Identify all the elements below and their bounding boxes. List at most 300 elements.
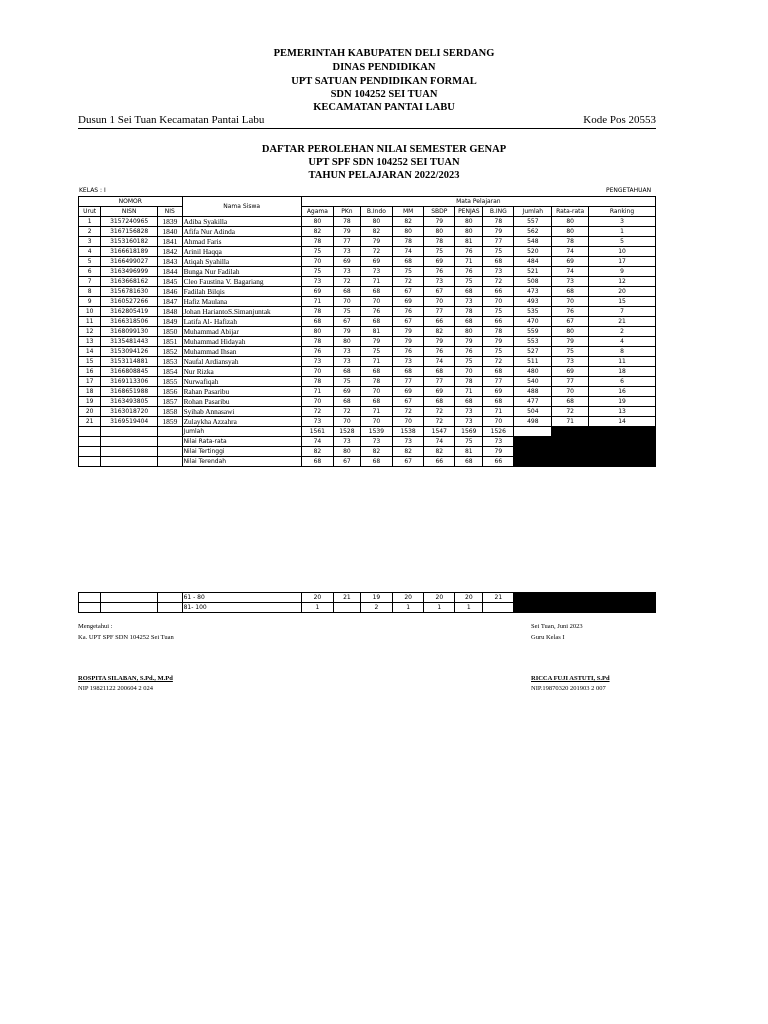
range-count: 20 bbox=[424, 593, 455, 603]
cell-score: 69 bbox=[393, 297, 424, 307]
cell-nis: 1839 bbox=[158, 217, 183, 227]
cell-empty bbox=[158, 603, 183, 613]
cell-score: 4 bbox=[589, 337, 656, 347]
cell-urut: 17 bbox=[79, 377, 101, 387]
cell-score: 68 bbox=[455, 397, 483, 407]
summary-value: 82 bbox=[301, 447, 333, 457]
cell-score: 68 bbox=[334, 397, 361, 407]
cell-score: 76 bbox=[424, 267, 455, 277]
cell-score: 68 bbox=[455, 287, 483, 297]
summary-value: 73 bbox=[483, 437, 514, 447]
cell-score: 74 bbox=[424, 357, 455, 367]
cell-urut: 9 bbox=[79, 297, 101, 307]
cell-score: 82 bbox=[301, 227, 333, 237]
cell-score: 71 bbox=[360, 277, 392, 287]
summary-row bbox=[79, 447, 656, 457]
cell-score: 76 bbox=[424, 347, 455, 357]
cell-urut: 13 bbox=[79, 337, 101, 347]
cell-nis: 1857 bbox=[158, 397, 183, 407]
table-row bbox=[79, 277, 656, 287]
cell-score: 20 bbox=[589, 287, 656, 297]
cell-empty bbox=[101, 447, 158, 457]
principal-name: ROSPITA SILABAN, S.Pd., M.Pd bbox=[78, 675, 173, 682]
cell-score: 72 bbox=[360, 247, 392, 257]
cell-score: 488 bbox=[514, 387, 552, 397]
cell-score: 70 bbox=[301, 257, 333, 267]
cell-score: 72 bbox=[424, 417, 455, 427]
cell-score: 78 bbox=[360, 377, 392, 387]
range-count: 1 bbox=[301, 603, 333, 613]
col-nama: Nama Siswa bbox=[182, 197, 301, 217]
summary-value: 68 bbox=[301, 457, 333, 467]
cell-score: 70 bbox=[360, 387, 392, 397]
cell-score: 68 bbox=[301, 317, 333, 327]
cell-score: 78 bbox=[301, 307, 333, 317]
summary-value: 73 bbox=[334, 437, 361, 447]
cell-urut: 19 bbox=[79, 397, 101, 407]
cell-score: 70 bbox=[360, 417, 392, 427]
cell-score: 508 bbox=[514, 277, 552, 287]
cell-empty bbox=[79, 593, 101, 603]
cell-score: 72 bbox=[393, 407, 424, 417]
cell-score: 80 bbox=[455, 327, 483, 337]
cell-score: 78 bbox=[483, 327, 514, 337]
cell-score: 80 bbox=[334, 337, 361, 347]
cell-score: 9 bbox=[589, 267, 656, 277]
cell-score: 562 bbox=[514, 227, 552, 237]
cell-urut: 1 bbox=[79, 217, 101, 227]
cell-score: 73 bbox=[483, 267, 514, 277]
cell-score: 75 bbox=[301, 247, 333, 257]
cell-nis: 1842 bbox=[158, 247, 183, 257]
cell-nama: Zulaykha Azzahra bbox=[182, 417, 301, 427]
cell-score: 79 bbox=[483, 227, 514, 237]
cell-empty bbox=[79, 437, 101, 447]
cell-nama: Muhammad Hidayah bbox=[182, 337, 301, 347]
cell-nama: Rahan Pasaribu bbox=[182, 387, 301, 397]
cell-score: 80 bbox=[552, 227, 589, 237]
cell-score: 73 bbox=[360, 267, 392, 277]
cell-score: 80 bbox=[301, 327, 333, 337]
title-line-2: UPT SPF SDN 104252 SEI TUAN bbox=[308, 157, 460, 168]
cell-nama: Hafiz Maulana bbox=[182, 297, 301, 307]
cell-score: 78 bbox=[424, 237, 455, 247]
cell-score: 75 bbox=[455, 357, 483, 367]
cell-score: 69 bbox=[483, 387, 514, 397]
cell-score: 79 bbox=[424, 217, 455, 227]
cell-score: 80 bbox=[360, 217, 392, 227]
cell-nisn: 3163668162 bbox=[101, 277, 158, 287]
header-line-4: SDN 104252 SEI TUAN bbox=[330, 89, 438, 100]
cell-score: 73 bbox=[301, 277, 333, 287]
cell-score: 68 bbox=[483, 397, 514, 407]
cell-nisn: 3163493805 bbox=[101, 397, 158, 407]
cell-nama: Rohan Pasaribu bbox=[182, 397, 301, 407]
cell-score: 511 bbox=[514, 357, 552, 367]
summary-value: 1528 bbox=[334, 427, 361, 437]
cell-nama: Muhammad Abijar bbox=[182, 327, 301, 337]
col-jumlah: Jumlah bbox=[514, 207, 552, 217]
cell-score: 11 bbox=[589, 357, 656, 367]
cell-empty bbox=[158, 427, 183, 437]
cell-score: 548 bbox=[514, 237, 552, 247]
range-count: 21 bbox=[334, 593, 361, 603]
cell-urut: 7 bbox=[79, 277, 101, 287]
cell-score: 72 bbox=[301, 407, 333, 417]
cell-score: 72 bbox=[483, 277, 514, 287]
summary-value: 1539 bbox=[360, 427, 392, 437]
cell-score: 71 bbox=[483, 407, 514, 417]
cell-score: 67 bbox=[552, 317, 589, 327]
cell-score: 70 bbox=[455, 367, 483, 377]
cell-nisn: 3168099130 bbox=[101, 327, 158, 337]
cell-urut: 16 bbox=[79, 367, 101, 377]
col-bing: B.ING bbox=[483, 207, 514, 217]
cell-score: 72 bbox=[424, 407, 455, 417]
cell-nisn: 3168651988 bbox=[101, 387, 158, 397]
teacher-role: Guru Kelas I bbox=[531, 634, 565, 641]
col-ranking: Ranking bbox=[589, 207, 656, 217]
cell-score: 68 bbox=[483, 367, 514, 377]
distribution-row bbox=[79, 593, 656, 603]
cell-score: 74 bbox=[552, 267, 589, 277]
cell-score: 82 bbox=[424, 327, 455, 337]
cell-empty bbox=[101, 603, 158, 613]
summary-row bbox=[79, 457, 656, 467]
cell-score: 75 bbox=[393, 267, 424, 277]
cell-score: 69 bbox=[552, 257, 589, 267]
col-penjas: PENJAS bbox=[455, 207, 483, 217]
cell-score: 78 bbox=[393, 237, 424, 247]
cell-urut: 20 bbox=[79, 407, 101, 417]
cell-nis: 1841 bbox=[158, 237, 183, 247]
table-row bbox=[79, 357, 656, 367]
cell-nama: Ahmad Faris bbox=[182, 237, 301, 247]
summary-value: 66 bbox=[483, 457, 514, 467]
cell-score: 74 bbox=[393, 247, 424, 257]
summary-label: Nilai Terendah bbox=[182, 457, 301, 467]
cell-score: 68 bbox=[393, 257, 424, 267]
cell-nisn: 3153160182 bbox=[101, 237, 158, 247]
cell-score: 79 bbox=[360, 237, 392, 247]
cell-score: 521 bbox=[514, 267, 552, 277]
cell-score: 527 bbox=[514, 347, 552, 357]
cell-urut: 8 bbox=[79, 287, 101, 297]
table-row bbox=[79, 407, 656, 417]
cell-score: 73 bbox=[301, 417, 333, 427]
cell-score: 6 bbox=[589, 377, 656, 387]
cell-score: 80 bbox=[424, 227, 455, 237]
cell-nis: 1843 bbox=[158, 257, 183, 267]
cell-urut: 4 bbox=[79, 247, 101, 257]
cell-score: 70 bbox=[424, 297, 455, 307]
cell-score: 79 bbox=[393, 337, 424, 347]
range-count: 1 bbox=[424, 603, 455, 613]
cell-urut: 12 bbox=[79, 327, 101, 337]
postcode: Kode Pos 20553 bbox=[583, 114, 656, 126]
cell-empty bbox=[158, 457, 183, 467]
cell-nis: 1840 bbox=[158, 227, 183, 237]
cell-score: 80 bbox=[393, 227, 424, 237]
cell-score: 76 bbox=[552, 307, 589, 317]
cell-score: 10 bbox=[589, 247, 656, 257]
cell-score: 77 bbox=[483, 237, 514, 247]
cell-nama: Adiba Syakilla bbox=[182, 217, 301, 227]
cell-score: 12 bbox=[589, 277, 656, 287]
cell-score: 76 bbox=[360, 307, 392, 317]
summary-label: Nilai Tertinggi bbox=[182, 447, 301, 457]
cell-score: 68 bbox=[360, 397, 392, 407]
cell-nisn: 3169519404 bbox=[101, 417, 158, 427]
cell-score: 75 bbox=[552, 347, 589, 357]
summary-value: 67 bbox=[393, 457, 424, 467]
cell-score: 79 bbox=[334, 327, 361, 337]
cell-score: 68 bbox=[455, 317, 483, 327]
cell-nama: Latifa Al- Hafizah bbox=[182, 317, 301, 327]
cell-nama: Naufal Ardiansyah bbox=[182, 357, 301, 367]
cell-score: 81 bbox=[360, 327, 392, 337]
cell-score: 73 bbox=[334, 357, 361, 367]
summary-value: 74 bbox=[424, 437, 455, 447]
range-count: 21 bbox=[483, 593, 514, 603]
col-nomor: NOMOR bbox=[79, 197, 183, 207]
cell-score: 13 bbox=[589, 407, 656, 417]
cell-nama: Muhammad Ihsan bbox=[182, 347, 301, 357]
cell-score: 75 bbox=[483, 307, 514, 317]
cell-score: 72 bbox=[552, 407, 589, 417]
table-row bbox=[79, 417, 656, 427]
summary-value: 73 bbox=[393, 437, 424, 447]
cell-nis: 1859 bbox=[158, 417, 183, 427]
cell-score: 557 bbox=[514, 217, 552, 227]
summary-row bbox=[79, 427, 656, 437]
cell-score: 75 bbox=[334, 377, 361, 387]
cell-score: 74 bbox=[552, 247, 589, 257]
cell-score: 75 bbox=[424, 247, 455, 257]
summary-value: 66 bbox=[424, 457, 455, 467]
cell-score: 14 bbox=[589, 417, 656, 427]
cell-score: 73 bbox=[552, 277, 589, 287]
cell-score: 80 bbox=[552, 217, 589, 227]
cell-score: 82 bbox=[360, 227, 392, 237]
blackout-cell bbox=[552, 427, 656, 437]
table-row bbox=[79, 337, 656, 347]
cell-score: 72 bbox=[334, 277, 361, 287]
cell-score: 77 bbox=[334, 237, 361, 247]
cell-score: 66 bbox=[483, 317, 514, 327]
cell-nama: Arinil Haqqa bbox=[182, 247, 301, 257]
cell-score: 72 bbox=[334, 407, 361, 417]
summary-label: Nilai Rata-rata bbox=[182, 437, 301, 447]
cell-score: 498 bbox=[514, 417, 552, 427]
cell-score: 72 bbox=[483, 357, 514, 367]
cell-score: 16 bbox=[589, 387, 656, 397]
school-address: Dusun 1 Sei Tuan Kecamatan Pantai Labu bbox=[78, 114, 265, 126]
cell-score: 79 bbox=[334, 227, 361, 237]
summary-value: 81 bbox=[455, 447, 483, 457]
cell-score: 76 bbox=[455, 247, 483, 257]
cell-score: 71 bbox=[552, 417, 589, 427]
cell-nis: 1844 bbox=[158, 267, 183, 277]
header-line-1: PEMERINTAH KABUPATEN DELI SERDANG bbox=[273, 48, 495, 59]
cell-score: 520 bbox=[514, 247, 552, 257]
cell-score: 75 bbox=[301, 267, 333, 277]
cell-score: 68 bbox=[424, 397, 455, 407]
cell-nama: Nur Rizka bbox=[182, 367, 301, 377]
cell-nama: Nurwafiqah bbox=[182, 377, 301, 387]
cell-nama: Cleo Faustina V. Bagariang bbox=[182, 277, 301, 287]
table-row bbox=[79, 217, 656, 227]
cell-score: 73 bbox=[301, 357, 333, 367]
cell-empty bbox=[79, 457, 101, 467]
summary-value: 1526 bbox=[483, 427, 514, 437]
cell-score: 79 bbox=[483, 337, 514, 347]
cell-score: 75 bbox=[334, 307, 361, 317]
cell-score: 553 bbox=[514, 337, 552, 347]
cell-score: 78 bbox=[301, 377, 333, 387]
known-by: Mengetahui : bbox=[78, 623, 113, 630]
cell-nisn: 3163496999 bbox=[101, 267, 158, 277]
principal-nip: NIP 19821122 200604 2 024 bbox=[78, 685, 153, 692]
range-count bbox=[483, 603, 514, 613]
cell-empty bbox=[158, 437, 183, 447]
cell-score: 77 bbox=[483, 377, 514, 387]
summary-value: 82 bbox=[424, 447, 455, 457]
table-row bbox=[79, 267, 656, 277]
cell-score: 71 bbox=[455, 387, 483, 397]
cell-score: 82 bbox=[393, 217, 424, 227]
header-divider bbox=[78, 128, 656, 129]
range-count: 1 bbox=[393, 603, 424, 613]
cell-score: 484 bbox=[514, 257, 552, 267]
table-row bbox=[79, 397, 656, 407]
cell-nisn: 3153094126 bbox=[101, 347, 158, 357]
distribution-table bbox=[78, 592, 656, 613]
col-nis: NIS bbox=[158, 207, 183, 217]
cell-score: 76 bbox=[393, 347, 424, 357]
blackout-cell bbox=[514, 447, 656, 457]
cell-score: 76 bbox=[301, 347, 333, 357]
cell-score: 69 bbox=[424, 387, 455, 397]
cell-score: 68 bbox=[552, 397, 589, 407]
cell-score: 3 bbox=[589, 217, 656, 227]
cell-nis: 1855 bbox=[158, 377, 183, 387]
cell-score: 80 bbox=[552, 327, 589, 337]
cell-score: 71 bbox=[360, 357, 392, 367]
range-count: 19 bbox=[360, 593, 392, 603]
cell-nama: Afifa Nur Adinda bbox=[182, 227, 301, 237]
header-line-3: UPT SATUAN PENDIDIKAN FORMAL bbox=[291, 76, 477, 87]
cell-score: 70 bbox=[334, 297, 361, 307]
table-row bbox=[79, 257, 656, 267]
col-bindo: B.Indo bbox=[360, 207, 392, 217]
cell-nisn: 3166618189 bbox=[101, 247, 158, 257]
cell-score: 67 bbox=[393, 287, 424, 297]
table-row bbox=[79, 347, 656, 357]
header-line-2: DINAS PENDIDIKAN bbox=[332, 62, 436, 73]
grades-table bbox=[78, 196, 656, 467]
blackout-cell bbox=[514, 593, 656, 603]
cell-urut: 6 bbox=[79, 267, 101, 277]
cell-score: 73 bbox=[334, 347, 361, 357]
table-row bbox=[79, 297, 656, 307]
cell-empty bbox=[101, 427, 158, 437]
cell-nis: 1853 bbox=[158, 357, 183, 367]
cell-score: 73 bbox=[455, 417, 483, 427]
cell-score: 70 bbox=[552, 387, 589, 397]
cell-score: 81 bbox=[455, 237, 483, 247]
summary-value: 82 bbox=[360, 447, 392, 457]
cell-score: 7 bbox=[589, 307, 656, 317]
summary-value: 1569 bbox=[455, 427, 483, 437]
cell-empty bbox=[101, 593, 158, 603]
blackout-cell bbox=[514, 437, 656, 447]
cell-empty bbox=[79, 603, 101, 613]
cell-score: 480 bbox=[514, 367, 552, 377]
cell-score: 504 bbox=[514, 407, 552, 417]
cell-score: 5 bbox=[589, 237, 656, 247]
distribution-row bbox=[79, 603, 656, 613]
cell-score: 73 bbox=[334, 247, 361, 257]
place-date: Sei Tuan, Juni 2023 bbox=[531, 623, 583, 630]
principal-role: Ka. UPT SPF SDN 104252 Sei Tuan bbox=[78, 634, 174, 641]
cell-score: 66 bbox=[483, 287, 514, 297]
col-nisn: NISN bbox=[101, 207, 158, 217]
cell-nis: 1858 bbox=[158, 407, 183, 417]
cell-urut: 11 bbox=[79, 317, 101, 327]
cell-score: 75 bbox=[360, 347, 392, 357]
cell-score: 68 bbox=[393, 367, 424, 377]
title-line-1: DAFTAR PEROLEHAN NILAI SEMESTER GENAP bbox=[261, 144, 507, 155]
cell-empty bbox=[79, 447, 101, 457]
blackout-cell bbox=[514, 603, 656, 613]
cell-empty bbox=[101, 457, 158, 467]
cell-nisn: 3162805419 bbox=[101, 307, 158, 317]
range-count: 20 bbox=[455, 593, 483, 603]
cell-score: 77 bbox=[424, 307, 455, 317]
cell-urut: 5 bbox=[79, 257, 101, 267]
title-line-3: TAHUN PELAJARAN 2022/2023 bbox=[308, 170, 460, 181]
summary-value: 1538 bbox=[393, 427, 424, 437]
cell-empty bbox=[514, 427, 552, 437]
cell-empty bbox=[158, 447, 183, 457]
summary-value: 74 bbox=[301, 437, 333, 447]
cell-score: 493 bbox=[514, 297, 552, 307]
range-label: 81- 100 bbox=[182, 603, 301, 613]
cell-nisn: 3157240965 bbox=[101, 217, 158, 227]
cell-score: 477 bbox=[514, 397, 552, 407]
cell-urut: 3 bbox=[79, 237, 101, 247]
range-count: 1 bbox=[455, 603, 483, 613]
cell-score: 2 bbox=[589, 327, 656, 337]
cell-score: 79 bbox=[360, 337, 392, 347]
cell-score: 21 bbox=[589, 317, 656, 327]
cell-nisn: 3160527266 bbox=[101, 297, 158, 307]
summary-value: 68 bbox=[455, 457, 483, 467]
cell-score: 67 bbox=[393, 397, 424, 407]
cell-score: 68 bbox=[424, 367, 455, 377]
cell-score: 78 bbox=[455, 307, 483, 317]
table-row bbox=[79, 287, 656, 297]
cell-score: 540 bbox=[514, 377, 552, 387]
cell-nis: 1848 bbox=[158, 307, 183, 317]
cell-score: 78 bbox=[552, 237, 589, 247]
cell-score: 68 bbox=[552, 287, 589, 297]
cell-score: 473 bbox=[514, 287, 552, 297]
summary-value: 75 bbox=[455, 437, 483, 447]
knowledge-label: PENGETAHUAN bbox=[606, 187, 652, 194]
summary-value: 82 bbox=[393, 447, 424, 457]
